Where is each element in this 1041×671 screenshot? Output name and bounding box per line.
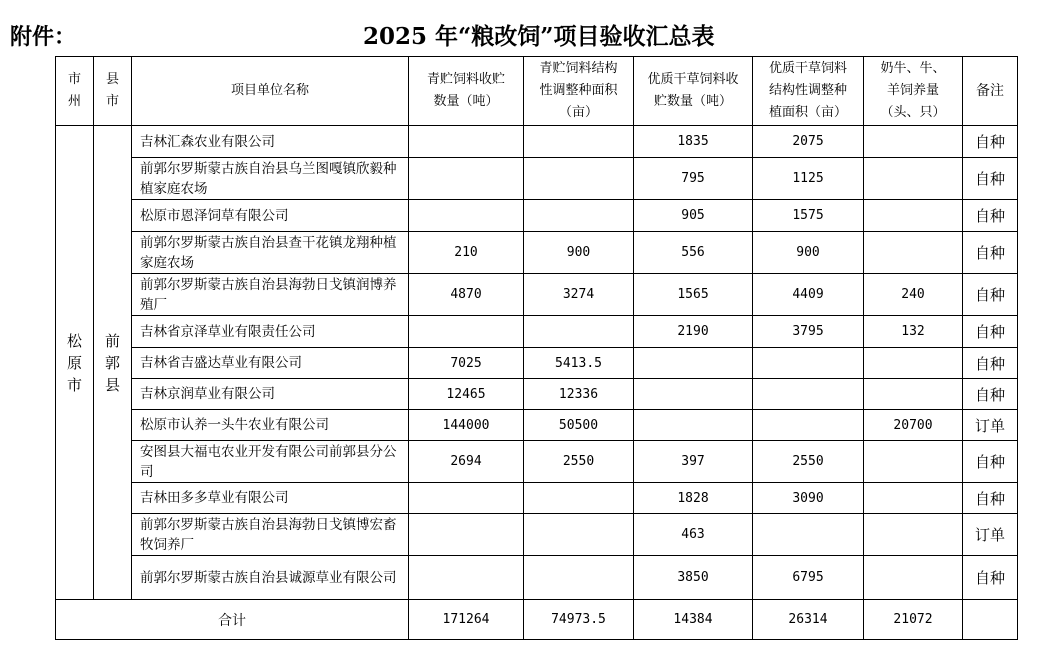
- project-name-cell: 前郭尔罗斯蒙古族自治县海勃日戈镇博宏畜牧饲养厂: [132, 514, 409, 556]
- table-row: [56, 316, 1018, 348]
- city-char: 松: [66, 331, 82, 350]
- total-hay-quantity-cell: 14384: [634, 600, 753, 640]
- hay-quantity-cell: [634, 348, 753, 379]
- hay-quantity-cell: [634, 410, 753, 441]
- hay-quantity-cell: 3850: [634, 556, 753, 600]
- project-name-cell: 吉林京润草业有限公司: [132, 379, 409, 410]
- hay-quantity-cell: 397: [634, 441, 753, 483]
- hay-area-cell: 900: [753, 232, 864, 274]
- livestock-cell: [864, 126, 963, 158]
- header-note: 备注: [963, 57, 1018, 126]
- table-row: [56, 441, 1018, 483]
- note-cell: 自种: [963, 200, 1018, 232]
- total-note-cell: [963, 600, 1018, 640]
- project-name-cell: 前郭尔罗斯蒙古族自治县乌兰图嘎镇欣毅种植家庭农场: [132, 158, 409, 200]
- county-char: 县: [104, 375, 120, 394]
- livestock-cell: 20700: [864, 410, 963, 441]
- note-cell: 自种: [963, 483, 1018, 514]
- silage-area-cell: 3274: [524, 274, 634, 316]
- total-label: 合计: [56, 600, 409, 640]
- silage-area-cell: 2550: [524, 441, 634, 483]
- hay-area-cell: 3795: [753, 316, 864, 348]
- silage-quantity-cell: 2694: [409, 441, 524, 483]
- note-cell: 自种: [963, 441, 1018, 483]
- note-cell: 自种: [963, 126, 1018, 158]
- note-cell: 订单: [963, 514, 1018, 556]
- livestock-cell: [864, 441, 963, 483]
- page-title: 2025 年“粮改饲”项目验收汇总表: [363, 23, 715, 50]
- project-name-cell: 吉林田多多草业有限公司: [132, 483, 409, 514]
- silage-quantity-cell: 7025: [409, 348, 524, 379]
- header-silage-quantity: 青贮饲料收贮 数量（吨）: [409, 57, 524, 126]
- hay-area-cell: 2550: [753, 441, 864, 483]
- silage-quantity-cell: 4870: [409, 274, 524, 316]
- silage-quantity-cell: 12465: [409, 379, 524, 410]
- project-name-cell: 前郭尔罗斯蒙古族自治县海勃日戈镇润博养殖厂: [132, 274, 409, 316]
- hay-area-cell: [753, 514, 864, 556]
- county-char: 前: [104, 331, 120, 350]
- table-row: [56, 483, 1018, 514]
- county-char: 郭: [104, 353, 120, 372]
- hay-quantity-cell: 1828: [634, 483, 753, 514]
- table-row: [56, 274, 1018, 316]
- header-city: 市 州: [56, 57, 94, 126]
- project-name-cell: 吉林省京泽草业有限责任公司: [132, 316, 409, 348]
- hay-quantity-cell: 795: [634, 158, 753, 200]
- livestock-cell: [864, 556, 963, 600]
- header-silage-area: 青贮饲料结构 性调整种面积 （亩）: [524, 57, 634, 126]
- silage-quantity-cell: [409, 158, 524, 200]
- livestock-cell: [864, 379, 963, 410]
- silage-area-cell: [524, 158, 634, 200]
- hay-area-cell: 2075: [753, 126, 864, 158]
- county-cell: [94, 126, 132, 600]
- silage-quantity-cell: [409, 126, 524, 158]
- note-cell: 订单: [963, 410, 1018, 441]
- header-county: 县 市: [94, 57, 132, 126]
- silage-quantity-cell: [409, 514, 524, 556]
- hay-area-cell: [753, 348, 864, 379]
- silage-quantity-cell: [409, 556, 524, 600]
- livestock-cell: [864, 348, 963, 379]
- table-row: [56, 200, 1018, 232]
- project-name-cell: 前郭尔罗斯蒙古族自治县诚源草业有限公司: [132, 556, 409, 600]
- silage-quantity-cell: 210: [409, 232, 524, 274]
- hay-area-cell: 1575: [753, 200, 864, 232]
- hay-quantity-cell: [634, 379, 753, 410]
- header-project-name: 项目单位名称: [132, 57, 409, 126]
- hay-area-cell: 6795: [753, 556, 864, 600]
- header-row: [56, 57, 1018, 126]
- livestock-cell: 132: [864, 316, 963, 348]
- silage-area-cell: 50500: [524, 410, 634, 441]
- city-char: 市: [66, 375, 82, 394]
- silage-area-cell: [524, 200, 634, 232]
- project-name-cell: 松原市认养一头牛农业有限公司: [132, 410, 409, 441]
- silage-quantity-cell: [409, 200, 524, 232]
- hay-area-cell: 3090: [753, 483, 864, 514]
- silage-area-cell: 5413.5: [524, 348, 634, 379]
- livestock-cell: [864, 514, 963, 556]
- silage-area-cell: [524, 556, 634, 600]
- silage-area-cell: [524, 514, 634, 556]
- hay-quantity-cell: 463: [634, 514, 753, 556]
- livestock-cell: [864, 158, 963, 200]
- livestock-cell: [864, 200, 963, 232]
- silage-area-cell: [524, 126, 634, 158]
- note-cell: 自种: [963, 556, 1018, 600]
- table-row: [56, 126, 1018, 158]
- table-row: [56, 348, 1018, 379]
- attachment-label: 附件：: [10, 25, 77, 50]
- silage-quantity-cell: 144000: [409, 410, 524, 441]
- note-cell: 自种: [963, 158, 1018, 200]
- table-row: [56, 556, 1018, 600]
- project-name-cell: 吉林汇森农业有限公司: [132, 126, 409, 158]
- total-row: [56, 600, 1018, 640]
- silage-quantity-cell: [409, 483, 524, 514]
- hay-area-cell: [753, 379, 864, 410]
- hay-quantity-cell: 556: [634, 232, 753, 274]
- project-name-cell: 前郭尔罗斯蒙古族自治县查干花镇龙翔种植家庭农场: [132, 232, 409, 274]
- header-livestock: 奶牛、牛、 羊饲养量 （头、只）: [864, 57, 963, 126]
- livestock-cell: 240: [864, 274, 963, 316]
- note-cell: 自种: [963, 379, 1018, 410]
- table-row: [56, 379, 1018, 410]
- livestock-cell: [864, 483, 963, 514]
- project-name-cell: 吉林省吉盛达草业有限公司: [132, 348, 409, 379]
- silage-area-cell: 900: [524, 232, 634, 274]
- hay-area-cell: 4409: [753, 274, 864, 316]
- total-silage-quantity-cell: 171264: [409, 600, 524, 640]
- note-cell: 自种: [963, 316, 1018, 348]
- silage-area-cell: [524, 483, 634, 514]
- note-cell: 自种: [963, 348, 1018, 379]
- table-row: [56, 410, 1018, 441]
- note-cell: 自种: [963, 232, 1018, 274]
- city-cell: [56, 126, 94, 600]
- total-hay-area-cell: 26314: [753, 600, 864, 640]
- note-cell: 自种: [963, 274, 1018, 316]
- silage-area-cell: [524, 316, 634, 348]
- project-name-cell: 松原市恩泽饲草有限公司: [132, 200, 409, 232]
- livestock-cell: [864, 232, 963, 274]
- hay-quantity-cell: 2190: [634, 316, 753, 348]
- total-silage-area-cell: 74973.5: [524, 600, 634, 640]
- city-char: 原: [66, 353, 82, 372]
- silage-quantity-cell: [409, 316, 524, 348]
- summary-table: [55, 56, 1018, 640]
- header-hay-quantity: 优质干草饲料收 贮数量（吨）: [634, 57, 753, 126]
- project-name-cell: 安图县大福屯农业开发有限公司前郭县分公司: [132, 441, 409, 483]
- hay-quantity-cell: 1835: [634, 126, 753, 158]
- table-body: [56, 126, 1018, 640]
- total-livestock-cell: 21072: [864, 600, 963, 640]
- hay-area-cell: 1125: [753, 158, 864, 200]
- table-row: [56, 514, 1018, 556]
- silage-area-cell: 12336: [524, 379, 634, 410]
- table-row: [56, 158, 1018, 200]
- header-hay-area: 优质干草饲料 结构性调整种 植面积（亩）: [753, 57, 864, 126]
- hay-quantity-cell: 1565: [634, 274, 753, 316]
- hay-quantity-cell: 905: [634, 200, 753, 232]
- hay-area-cell: [753, 410, 864, 441]
- table-row: [56, 232, 1018, 274]
